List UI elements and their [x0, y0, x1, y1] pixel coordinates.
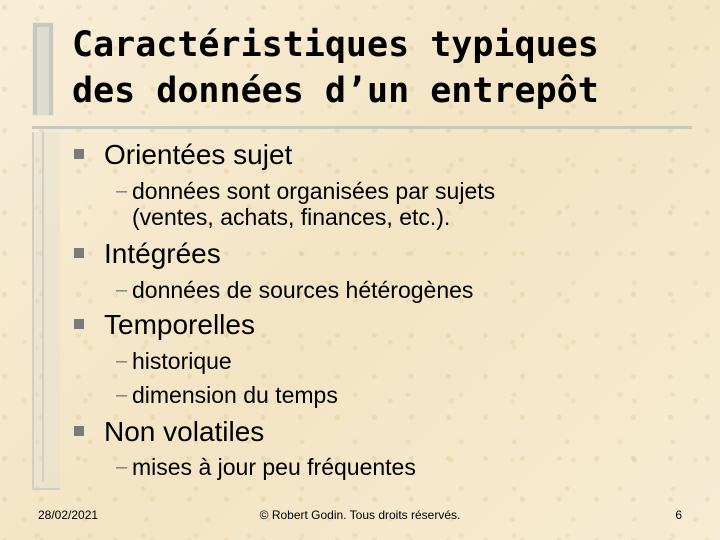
dash-icon: –	[116, 180, 128, 202]
bullet-label: Orientées sujet	[104, 139, 293, 170]
slide-title	[72, 22, 692, 114]
footer-page-number: 6	[675, 508, 682, 522]
bullet-item-integrees	[74, 237, 221, 271]
sub-item-line: (ventes, achats, finances, etc.).	[132, 204, 451, 230]
slide-title-line-2: des données d’un entrepôt	[72, 71, 599, 111]
sub-item	[116, 348, 232, 374]
decorative-side-bar	[32, 132, 60, 490]
square-bullet-icon	[74, 426, 84, 436]
bullet-item-non-volatiles	[74, 415, 264, 449]
dash-icon: –	[116, 384, 128, 406]
bullet-label: Non volatiles	[104, 416, 265, 447]
sub-item-line: dimension du temps	[132, 382, 338, 408]
bullet-item-orientees-sujet	[74, 138, 292, 172]
bullet-item-temporelles	[74, 308, 255, 342]
dash-icon: –	[116, 279, 128, 301]
footer-copyright: © Robert Godin. Tous droits réservés.	[259, 508, 461, 522]
decorative-title-bar	[32, 22, 54, 116]
sub-item-line: données de sources hétérogènes	[132, 277, 474, 303]
sub-item-line: mises à jour peu fréquentes	[132, 454, 416, 480]
sub-item	[116, 277, 473, 303]
square-bullet-icon	[74, 149, 84, 159]
sub-item-line: données sont organisées par sujets	[132, 178, 496, 204]
slide-title-line-1: Caractéristiques typiques	[72, 25, 599, 65]
sub-item	[116, 382, 338, 408]
bullet-label: Temporelles	[104, 309, 255, 340]
sub-item	[116, 178, 495, 230]
dash-icon: –	[116, 456, 128, 478]
square-bullet-icon	[74, 319, 84, 329]
dash-icon: –	[116, 350, 128, 372]
decorative-divider	[32, 126, 692, 129]
square-bullet-icon	[74, 248, 84, 258]
footer-date: 28/02/2021	[38, 508, 99, 522]
sub-item-line: historique	[132, 348, 232, 374]
bullet-label: Intégrées	[104, 238, 221, 269]
sub-item	[116, 454, 416, 480]
